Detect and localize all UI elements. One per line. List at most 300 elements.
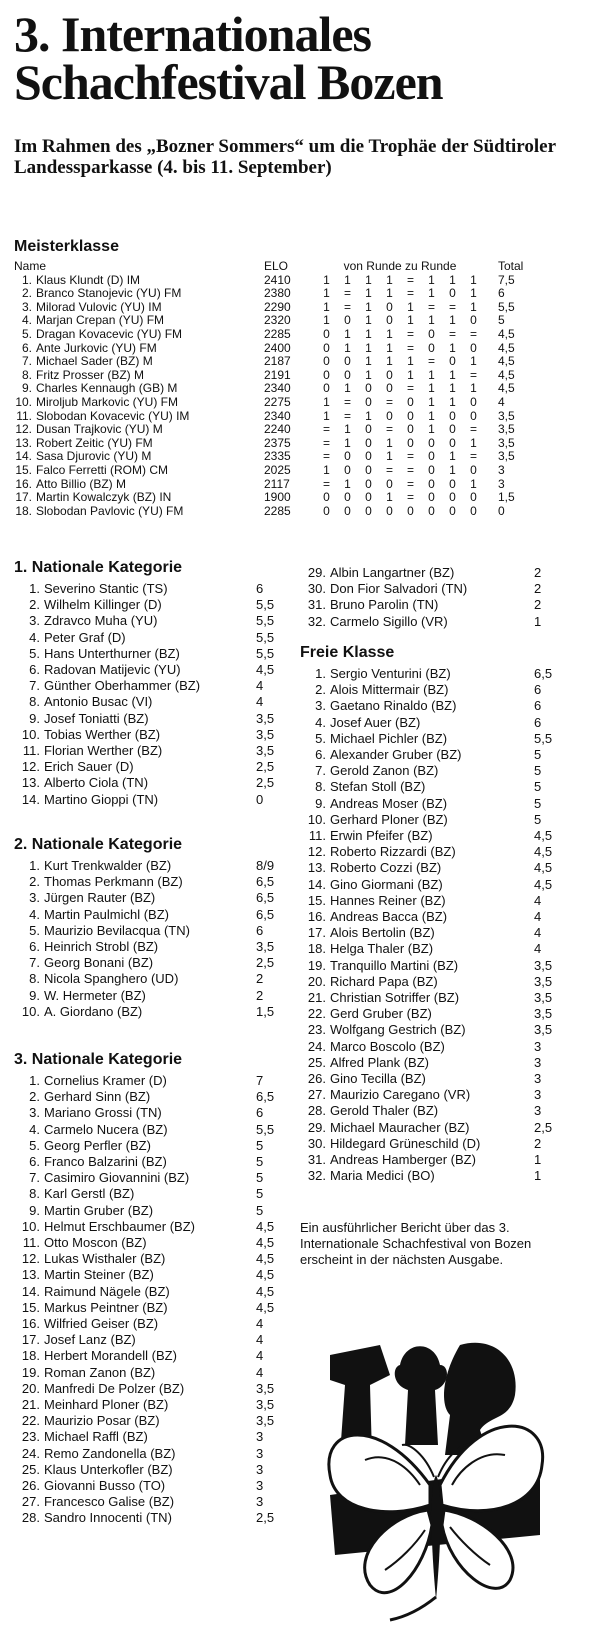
player-name: Helga Thaler (BZ) (330, 941, 434, 957)
player-rank: 32. (307, 1168, 326, 1184)
round-result: 0 (470, 313, 477, 328)
player-rank: 16. (15, 476, 32, 491)
title-line-1: 3. Internationales (14, 6, 371, 62)
round-result: 0 (365, 435, 372, 450)
player-name: Gino Giormani (BZ) (330, 876, 443, 892)
player-rank: 2. (29, 874, 40, 890)
player-name: Florian Werther (BZ) (44, 743, 163, 759)
player-rank: 21. (307, 990, 326, 1006)
list-item (14, 1267, 275, 1283)
round-result: 1 (386, 490, 393, 505)
round-result: 1 (323, 286, 330, 301)
list-item (300, 1038, 542, 1055)
player-rank: 4. (29, 906, 40, 922)
player-points: 4 (534, 925, 542, 941)
round-result: 0 (386, 299, 393, 314)
round-result: = (448, 326, 456, 341)
list-item (14, 1121, 275, 1138)
player-rank: 7. (29, 678, 40, 694)
player-name: Gerd Gruber (BZ) (330, 1006, 432, 1022)
player-rank: 8. (315, 779, 326, 795)
player-points: 2,5 (534, 1119, 553, 1135)
list-item (300, 730, 553, 747)
player-name: Michael Mauracher (BZ) (330, 1119, 470, 1135)
player-rank: 5. (29, 645, 40, 661)
list-item (300, 795, 542, 812)
list-item (14, 1283, 275, 1300)
list-item (14, 1202, 264, 1219)
round-result: 0 (386, 313, 393, 328)
round-result: 0 (428, 503, 435, 518)
player-rank: 12. (307, 844, 326, 860)
round-result: = (322, 435, 330, 450)
round-result: 1 (428, 313, 435, 328)
round-result: = (406, 272, 414, 287)
list-item (14, 971, 264, 987)
list-item (14, 1380, 275, 1397)
player-points: 2,5 (256, 759, 275, 775)
player-rank: 1. (29, 1073, 40, 1088)
kat3-list-continued (300, 565, 542, 630)
player-points: 2 (534, 565, 542, 580)
player-rank: 25. (307, 1054, 326, 1070)
player-rank: 18. (21, 1348, 40, 1364)
list-item (300, 666, 553, 682)
player-name: Alfred Plank (BZ) (330, 1054, 429, 1070)
round-result: 0 (386, 367, 393, 382)
player-total: 0 (498, 503, 505, 518)
player-points: 1 (534, 613, 542, 629)
player-points: 8/9 (256, 858, 275, 873)
round-result: 1 (470, 476, 477, 491)
round-result: 0 (365, 462, 372, 477)
player-points: 5 (534, 779, 542, 795)
player-rank: 8. (29, 1186, 40, 1202)
list-item (14, 1089, 275, 1105)
round-result: 0 (344, 313, 351, 328)
player-points: 3 (256, 1429, 264, 1445)
round-result: 1 (470, 381, 477, 396)
freie-list (300, 666, 553, 1185)
player-points: 5 (534, 795, 542, 811)
player-name: Martin Paulmichl (BZ) (44, 906, 169, 922)
player-rank: 11. (16, 408, 32, 423)
player-rank: 6. (315, 747, 326, 763)
player-name: Dragan Kovacevic (YU) FM (36, 326, 183, 341)
player-rank: 9. (29, 1202, 40, 1218)
list-item (14, 1429, 264, 1445)
player-points: 3 (534, 1038, 542, 1054)
player-elo: 2335 (264, 449, 291, 464)
round-result: 0 (365, 503, 372, 518)
player-name: Carmelo Sigillo (VR) (330, 613, 448, 629)
player-rank: 15. (15, 462, 32, 477)
player-rank: 27. (307, 1087, 326, 1103)
list-item (14, 1235, 275, 1251)
player-points: 3,5 (256, 939, 275, 955)
player-rank: 21. (21, 1397, 40, 1413)
player-rank: 5. (315, 730, 326, 746)
player-elo: 2375 (264, 435, 291, 450)
player-name: Andreas Hamberger (BZ) (330, 1152, 476, 1168)
kat1-list (14, 581, 275, 808)
player-rank: 15. (307, 892, 326, 908)
player-points: 6,5 (256, 874, 275, 890)
player-name: Heinrich Strobl (BZ) (44, 939, 159, 955)
player-points: 2,5 (256, 955, 275, 971)
round-result: 0 (365, 394, 372, 409)
round-result: 0 (365, 490, 372, 505)
player-name: Peter Graf (D) (44, 629, 126, 645)
list-item (300, 892, 542, 909)
player-name: W. Hermeter (BZ) (44, 987, 146, 1003)
round-result: 0 (365, 422, 372, 437)
player-points: 5 (256, 1186, 264, 1202)
player-points: 5,5 (256, 645, 275, 661)
round-result: 0 (449, 408, 456, 423)
round-result: 1 (386, 286, 393, 301)
table-row (14, 342, 544, 356)
round-result: 1 (323, 462, 330, 477)
kat3-continued (300, 565, 542, 630)
player-total: 4,5 (498, 326, 515, 341)
round-result: 1 (470, 286, 477, 301)
list-item (14, 1332, 264, 1348)
player-elo: 2400 (264, 340, 291, 355)
player-name: Hannes Reiner (BZ) (330, 892, 446, 908)
round-result: 0 (323, 490, 330, 505)
player-name: Meinhard Ploner (BZ) (44, 1397, 169, 1413)
player-rank: 11. (308, 828, 326, 844)
player-total: 6 (498, 286, 505, 301)
list-item (300, 581, 542, 597)
player-points: 3,5 (256, 743, 275, 759)
player-points: 4 (534, 892, 542, 908)
player-elo: 2240 (264, 422, 291, 437)
round-result: 1 (344, 435, 351, 450)
col-rounds-header: von Runde zu Runde (343, 259, 457, 273)
list-item (14, 1299, 275, 1316)
player-total: 4 (498, 394, 505, 409)
player-points: 5 (256, 1170, 264, 1186)
list-item (14, 678, 264, 694)
list-item (14, 694, 264, 710)
round-result: 0 (449, 490, 456, 505)
player-rank: 22. (307, 1006, 326, 1022)
player-rank: 31. (307, 1152, 326, 1168)
round-result: 1 (470, 299, 477, 314)
player-name: Maria Medici (BO) (330, 1168, 435, 1184)
player-points: 4,5 (256, 1267, 275, 1283)
player-rank: 1. (315, 666, 326, 681)
player-rank: 7. (21, 354, 32, 369)
player-rank: 6. (29, 1154, 40, 1170)
player-name: Slobodan Pavlovic (YU) FM (36, 503, 184, 518)
player-points: 4 (256, 1364, 264, 1380)
round-result: = (469, 449, 477, 464)
list-item (14, 858, 275, 874)
round-result: 0 (323, 354, 330, 369)
player-points: 0 (256, 791, 264, 807)
player-rank: 2. (29, 597, 40, 613)
player-points: 5,5 (256, 629, 275, 645)
player-rank: 12. (21, 759, 40, 775)
table-row (14, 369, 544, 383)
list-item (14, 890, 275, 906)
round-result: 0 (344, 367, 351, 382)
player-name: Franco Balzarini (BZ) (44, 1154, 167, 1170)
player-rank: 13. (21, 775, 40, 791)
list-item (14, 1073, 264, 1089)
player-points: 2 (534, 597, 542, 613)
list-item (300, 1152, 542, 1168)
round-result: 1 (449, 449, 456, 464)
player-points: 4,5 (256, 1218, 275, 1234)
list-item (300, 1071, 542, 1087)
player-rank: 1. (29, 858, 40, 873)
player-name: Gerhard Sinn (BZ) (44, 1089, 151, 1105)
player-name: Michael Pichler (BZ) (330, 730, 448, 746)
player-name: Ante Jurkovic (YU) FM (36, 340, 157, 355)
player-points: 3,5 (534, 1022, 553, 1038)
player-rank: 9. (29, 987, 40, 1003)
player-name: Falco Ferretti (ROM) CM (36, 462, 168, 477)
list-item (14, 726, 275, 743)
player-name: Roberto Cozzi (BZ) (330, 860, 442, 876)
list-item (14, 1494, 264, 1510)
round-result: 1 (449, 313, 456, 328)
player-name: Stefan Stoll (BZ) (330, 779, 426, 795)
round-result: 0 (407, 408, 414, 423)
list-item (14, 906, 275, 923)
round-result: = (322, 476, 330, 491)
player-name: Christian Sotriffer (BZ) (330, 990, 460, 1006)
player-rank: 3. (29, 613, 40, 629)
subtitle: Im Rahmen des „Bozner Sommers“ um die Trophäe der Südtiroler Landessparkasse (4. bis 11. September) (14, 136, 556, 178)
round-result: 1 (365, 272, 372, 287)
round-result: 0 (428, 326, 435, 341)
list-item (300, 941, 542, 957)
player-name: Radovan Matijevic (YU) (44, 662, 181, 678)
table-row (14, 396, 544, 410)
player-points: 3 (256, 1494, 264, 1510)
player-rank: 14. (307, 876, 326, 892)
player-rank: 8. (21, 367, 32, 382)
player-points: 5 (256, 1202, 264, 1218)
player-total: 5 (498, 313, 505, 328)
player-name: Albin Langartner (BZ) (330, 565, 455, 580)
player-name: Gaetano Rinaldo (BZ) (330, 698, 457, 714)
list-item (14, 1105, 264, 1121)
player-name: Hans Unterthurner (BZ) (44, 645, 180, 661)
player-points: 5 (534, 811, 542, 827)
player-points: 5,5 (534, 730, 553, 746)
player-rank: 24. (307, 1038, 326, 1054)
list-item (14, 1364, 264, 1381)
player-points: 6 (256, 581, 264, 596)
list-item (300, 682, 542, 698)
player-points: 3 (534, 1103, 542, 1119)
player-points: 4,5 (256, 662, 275, 678)
player-name: Martino Gioppi (TN) (44, 791, 159, 807)
player-name: Remo Zandonella (BZ) (44, 1445, 176, 1461)
list-item (300, 1168, 542, 1184)
round-result: 0 (470, 394, 477, 409)
player-name: Mariano Grossi (TN) (44, 1105, 162, 1121)
player-points: 6 (256, 922, 264, 938)
player-name: Michael Sader (BZ) M (36, 354, 153, 369)
chess-butterfly-icon (310, 1335, 560, 1630)
player-name: Alois Bertolin (BZ) (330, 925, 435, 941)
player-rank: 15. (21, 1299, 40, 1315)
round-result: = (385, 394, 393, 409)
table-row (14, 478, 544, 492)
round-result: 1 (407, 354, 414, 369)
player-name: Branco Stanojevic (YU) FM (36, 286, 182, 301)
player-name: Erwin Pfeifer (BZ) (330, 828, 433, 844)
round-result: 1 (407, 367, 414, 382)
player-name: Miroljub Markovic (YU) FM (36, 394, 179, 409)
list-item (14, 662, 275, 678)
player-name: Nicola Spanghero (UD) (44, 971, 179, 987)
kat1-heading: 1. Nationale Kategorie (14, 559, 183, 576)
player-rank: 27. (21, 1494, 40, 1510)
round-result: 0 (407, 422, 414, 437)
player-name: Otto Moscon (BZ) (44, 1235, 147, 1251)
list-item (14, 939, 275, 955)
player-points: 5,5 (256, 1121, 275, 1137)
list-item (300, 714, 542, 731)
player-rank: 13. (15, 435, 32, 450)
round-result: 1 (365, 299, 372, 314)
round-result: = (406, 462, 414, 477)
player-name: Manfredi De Polzer (BZ) (44, 1380, 185, 1396)
player-rank: 30. (307, 581, 326, 597)
player-name: Maurizio Caregano (VR) (330, 1087, 471, 1103)
player-name: Lukas Wisthaler (BZ) (44, 1251, 166, 1267)
player-name: Sandro Innocenti (TN) (44, 1510, 172, 1526)
player-name: Zdravco Muha (YU) (44, 613, 158, 629)
player-name: Günther Oberhammer (BZ) (44, 678, 201, 694)
player-rank: 5. (21, 326, 32, 341)
player-name: Jürgen Rauter (BZ) (44, 890, 156, 906)
round-result: = (427, 354, 435, 369)
round-result: = (406, 476, 414, 491)
round-result: 0 (323, 340, 330, 355)
player-rank: 7. (29, 955, 40, 971)
round-result: 0 (407, 394, 414, 409)
player-rank: 4. (315, 714, 326, 730)
player-rank: 4. (21, 313, 32, 328)
player-total: 3,5 (498, 435, 515, 450)
list-item (14, 874, 275, 890)
meisterklasse-heading: Meisterklasse (14, 238, 119, 255)
round-result: 1 (407, 299, 414, 314)
round-result: 1 (365, 340, 372, 355)
player-name: Richard Papa (BZ) (330, 973, 438, 989)
list-item (300, 565, 542, 581)
table-row (14, 464, 544, 478)
list-item (14, 1154, 264, 1170)
col-elo-header: ELO (264, 259, 289, 273)
round-result: 0 (470, 408, 477, 423)
round-result: 1 (344, 476, 351, 491)
round-result: 0 (323, 381, 330, 396)
player-name: Dusan Trajkovic (YU) M (36, 422, 163, 437)
player-points: 6 (256, 1105, 264, 1121)
player-points: 5 (256, 1154, 264, 1170)
table-row (14, 382, 544, 396)
player-rank: 23. (307, 1022, 326, 1038)
player-name: Georg Perfler (BZ) (44, 1137, 151, 1153)
player-elo: 2340 (264, 408, 291, 423)
list-item (14, 987, 264, 1004)
player-points: 3 (534, 1071, 542, 1087)
round-result: 0 (386, 381, 393, 396)
round-result: 0 (449, 422, 456, 437)
player-total: 1,5 (498, 490, 515, 505)
player-name: Tranquillo Martini (BZ) (330, 957, 459, 973)
player-rank: 2. (21, 286, 32, 301)
list-item (300, 1103, 542, 1119)
round-result: 0 (344, 490, 351, 505)
player-points: 4 (256, 678, 264, 694)
title-line-2: Schachfestival Bozen (14, 54, 443, 110)
player-points: 3 (534, 1054, 542, 1070)
round-result: 0 (428, 476, 435, 491)
player-points: 4 (256, 1332, 264, 1348)
player-points: 4,5 (534, 828, 553, 844)
list-item (14, 759, 275, 775)
player-name: Cornelius Kramer (D) (44, 1073, 167, 1088)
player-name: Gerhard Ploner (BZ) (330, 811, 448, 827)
player-name: Sasa Djurovic (YU) M (36, 449, 152, 464)
player-elo: 1900 (264, 490, 291, 505)
player-rank: 11. (22, 1235, 40, 1251)
player-points: 3 (534, 1087, 542, 1103)
list-item (300, 1006, 553, 1022)
player-points: 6 (534, 714, 542, 730)
player-rank: 20. (307, 973, 326, 989)
list-item (300, 990, 553, 1006)
round-result: 1 (407, 313, 414, 328)
player-name: Hildegard Grüneschild (D) (330, 1135, 481, 1151)
round-result: 1 (386, 435, 393, 450)
freie-section (300, 643, 553, 1185)
list-item (300, 779, 542, 795)
round-result: 0 (386, 408, 393, 423)
player-name: Slobodan Kovacevic (YU) IM (36, 408, 190, 423)
round-result: 0 (365, 449, 372, 464)
list-item (300, 1087, 542, 1103)
player-rank: 32. (307, 613, 326, 629)
player-rank: 4. (29, 1121, 40, 1137)
player-points: 3,5 (534, 957, 553, 973)
round-result: 1 (470, 272, 477, 287)
table-row (14, 423, 544, 437)
player-points: 6,5 (534, 666, 553, 681)
round-result: 1 (470, 354, 477, 369)
player-rank: 25. (21, 1461, 40, 1477)
list-item (300, 909, 542, 925)
player-points: 4,5 (534, 876, 553, 892)
player-rank: 6. (29, 662, 40, 678)
round-result: 1 (470, 435, 477, 450)
list-item (300, 698, 542, 714)
player-name: Klaus Unterkofler (BZ) (44, 1461, 173, 1477)
player-points: 2,5 (256, 775, 275, 791)
round-result: 0 (323, 503, 330, 518)
